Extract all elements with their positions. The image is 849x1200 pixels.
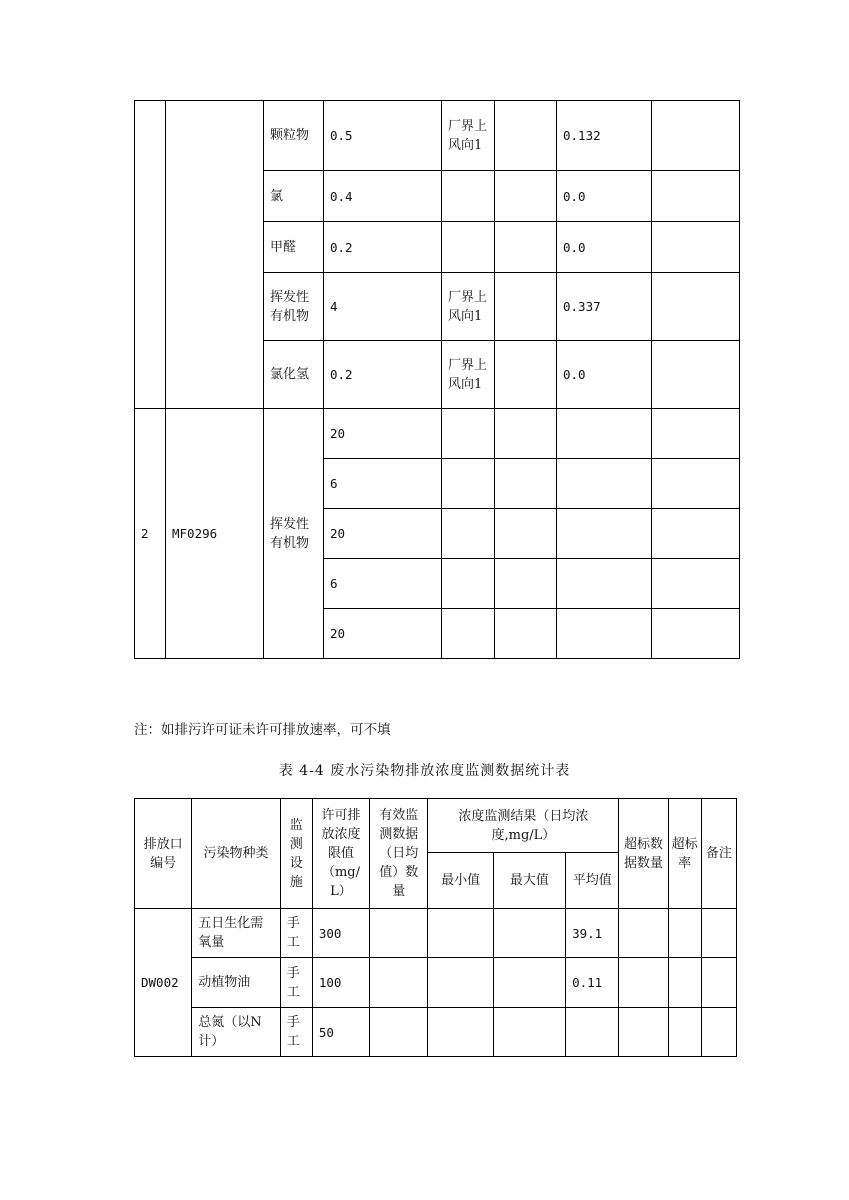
empty-cell (495, 171, 557, 222)
limit-cell: 100 (312, 958, 369, 1008)
header-avg: 平均值 (566, 853, 619, 909)
avg-cell: 39.1 (566, 909, 619, 958)
empty-cell (428, 909, 493, 958)
empty-cell (495, 101, 557, 171)
empty-cell (493, 909, 565, 958)
header-remark: 备注 (701, 799, 736, 909)
empty-cell (495, 609, 557, 659)
header-exceed-rate: 超标率 (668, 799, 701, 909)
facility-cell: 手工 (280, 1008, 312, 1057)
seq-cell-2: 2 (135, 409, 166, 659)
limit-cell: 4 (324, 273, 442, 341)
empty-cell (442, 409, 495, 459)
limit-cell: 20 (324, 409, 442, 459)
limit-cell: 0.4 (324, 171, 442, 222)
header-limit: 许可排放浓度限值（mg/L） (312, 799, 369, 909)
empty-cell (442, 459, 495, 509)
point-cell (442, 222, 495, 273)
limit-cell: 300 (312, 909, 369, 958)
empty-cell (370, 1008, 428, 1057)
empty-cell (370, 958, 428, 1008)
empty-cell (652, 101, 740, 171)
header-result: 浓度监测结果（日均浓度,mg/L） (428, 799, 619, 853)
header-outlet: 排放口编号 (135, 799, 192, 909)
empty-cell (557, 509, 652, 559)
limit-cell: 6 (324, 559, 442, 609)
limit-cell: 0.2 (324, 222, 442, 273)
value-cell: 0.132 (557, 101, 652, 171)
header-pollutant: 污染物种类 (192, 799, 280, 909)
pollutant-cell-2: 挥发性有机物 (264, 409, 324, 659)
point-cell: 厂界上风向1 (442, 101, 495, 171)
pollutant-cell: 甲醛 (264, 222, 324, 273)
avg-cell: 0.11 (566, 958, 619, 1008)
empty-cell (495, 409, 557, 459)
table-caption: 表 4-4 废水污染物排放浓度监测数据统计表 (278, 763, 571, 779)
empty-cell (652, 559, 740, 609)
empty-cell (701, 958, 736, 1008)
table-note: 注：如排污许可证未许可排放速率，可不填 (134, 722, 391, 738)
avg-cell (566, 1008, 619, 1057)
limit-cell: 50 (312, 1008, 369, 1057)
empty-cell (495, 459, 557, 509)
pollutant-cell: 氯化氢 (264, 341, 324, 409)
header-min: 最小值 (428, 853, 493, 909)
point-cell: 厂界上风向1 (442, 273, 495, 341)
empty-cell (652, 459, 740, 509)
empty-cell (428, 958, 493, 1008)
limit-cell: 6 (324, 459, 442, 509)
value-cell: 0.337 (557, 273, 652, 341)
empty-cell (557, 559, 652, 609)
empty-cell (493, 1008, 565, 1057)
value-cell: 0.0 (557, 341, 652, 409)
pollutant-cell: 总氮（以N计） (192, 1008, 280, 1057)
header-exceed-count: 超标数据数量 (619, 799, 668, 909)
empty-cell (619, 958, 668, 1008)
point-cell (442, 171, 495, 222)
empty-cell (652, 509, 740, 559)
empty-cell (495, 559, 557, 609)
empty-cell (442, 509, 495, 559)
empty-cell (557, 409, 652, 459)
empty-cell (557, 609, 652, 659)
facility-cell: 手工 (280, 909, 312, 958)
limit-cell: 0.2 (324, 341, 442, 409)
empty-cell (495, 222, 557, 273)
emission-table-continued (134, 100, 740, 659)
empty-cell (668, 1008, 701, 1057)
empty-cell (668, 909, 701, 958)
empty-cell (652, 171, 740, 222)
empty-cell (619, 909, 668, 958)
wastewater-table (134, 798, 737, 1057)
pollutant-cell: 颗粒物 (264, 101, 324, 171)
header-valid: 有效监测数据（日均值）数量 (370, 799, 428, 909)
pollutant-cell: 氯 (264, 171, 324, 222)
pollutant-cell: 挥发性有机物 (264, 273, 324, 341)
limit-cell: 20 (324, 509, 442, 559)
header-max: 最大值 (493, 853, 565, 909)
limit-cell: 0.5 (324, 101, 442, 171)
empty-cell (701, 909, 736, 958)
empty-cell (652, 273, 740, 341)
empty-cell (652, 409, 740, 459)
outlet-cell: DW002 (135, 909, 192, 1057)
empty-cell (495, 509, 557, 559)
outlet-cell-2: MF0296 (166, 409, 264, 659)
empty-cell (652, 222, 740, 273)
header-facility: 监测设施 (280, 799, 312, 909)
empty-cell (652, 341, 740, 409)
limit-cell: 20 (324, 609, 442, 659)
empty-cell (493, 958, 565, 1008)
outlet-cell-1 (166, 101, 264, 409)
empty-cell (442, 559, 495, 609)
point-cell: 厂界上风向1 (442, 341, 495, 409)
pollutant-cell: 动植物油 (192, 958, 280, 1008)
empty-cell (428, 1008, 493, 1057)
empty-cell (619, 1008, 668, 1057)
value-cell: 0.0 (557, 171, 652, 222)
empty-cell (442, 609, 495, 659)
empty-cell (495, 341, 557, 409)
empty-cell (557, 459, 652, 509)
empty-cell (668, 958, 701, 1008)
pollutant-cell: 五日生化需氧量 (192, 909, 280, 958)
value-cell: 0.0 (557, 222, 652, 273)
empty-cell (495, 273, 557, 341)
empty-cell (701, 1008, 736, 1057)
facility-cell: 手工 (280, 958, 312, 1008)
empty-cell (370, 909, 428, 958)
empty-cell (652, 609, 740, 659)
seq-cell-1 (135, 101, 166, 409)
